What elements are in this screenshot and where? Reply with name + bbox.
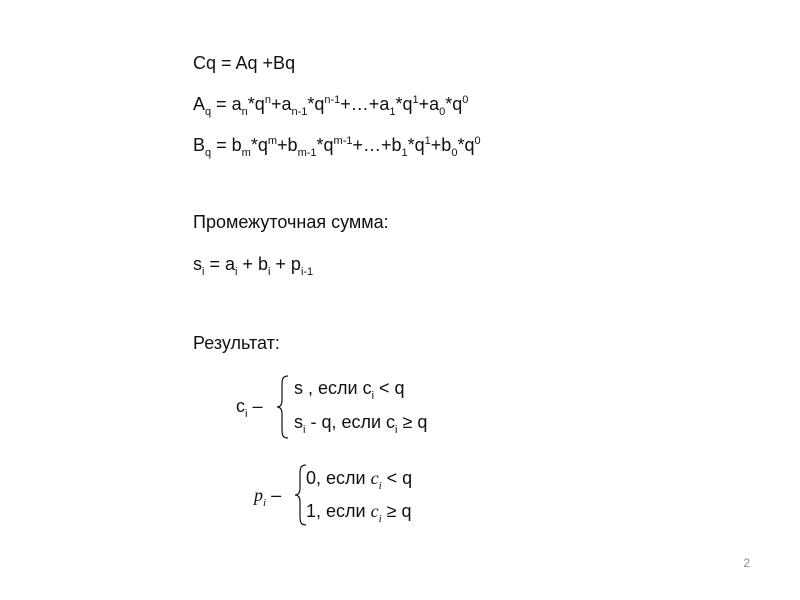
formula-ci-lhs: [236, 396, 262, 420]
formula-pi: [254, 463, 484, 529]
aq-subscript: n-1: [291, 106, 308, 118]
formula-pi-lhs: [254, 485, 281, 509]
equation-bq: [193, 134, 481, 159]
aq-term: +a: [418, 94, 440, 114]
ci-case1-condition: < q: [374, 378, 405, 398]
intermediate-sum-heading: [193, 211, 389, 233]
pi-case1-symbol: c: [370, 468, 379, 488]
pi-equals-sign: –: [266, 485, 282, 505]
ci-case1-text: s , если c: [294, 378, 372, 398]
bq-symbol: B: [193, 135, 206, 155]
si-subscript: i: [267, 266, 271, 278]
si-term: + b: [237, 254, 268, 274]
aq-exponent: 0: [462, 94, 469, 106]
bq-exponent: m: [267, 135, 278, 147]
bq-term: *q: [250, 135, 268, 155]
bq-term: *q: [457, 135, 475, 155]
bq-subscript: q: [205, 147, 212, 159]
intermediate-sum-heading-text: Промежуточная сумма:: [193, 212, 389, 232]
bq-subscript: m-1: [297, 147, 317, 159]
ci-case2-symbol: s: [294, 412, 303, 432]
formula-ci-case2: [294, 412, 428, 436]
pi-symbol: p: [254, 485, 263, 505]
pi-case1-condition: < q: [381, 468, 413, 488]
ci-subscript: i: [245, 408, 248, 420]
bq-term: *q: [316, 135, 334, 155]
aq-exponent: n: [264, 94, 271, 106]
si-subscript: i-1: [300, 266, 314, 278]
si-term: + p: [270, 254, 301, 274]
equation-cq: [193, 52, 295, 74]
si-subscript: i: [202, 266, 205, 278]
formula-pi-case1: [306, 468, 413, 492]
bq-subscript: 0: [451, 147, 458, 159]
aq-term: *q: [307, 94, 325, 114]
ci-equals-sign: –: [247, 396, 263, 416]
left-brace-icon: [276, 374, 290, 440]
pi-case1-subscript: i: [378, 480, 382, 492]
bq-term: +…+b: [352, 135, 402, 155]
result-heading-text: Результат:: [193, 333, 280, 353]
bq-term: +b: [430, 135, 452, 155]
bq-subscript: 1: [401, 147, 408, 159]
aq-term: *q: [395, 94, 413, 114]
equation-si: [193, 253, 314, 278]
aq-symbol: A: [193, 94, 206, 114]
ci-case2-condition: ≥ q: [397, 412, 428, 432]
equation-cq-text: Cq = Aq +Bq: [193, 53, 296, 73]
aq-subscript: 1: [389, 106, 396, 118]
aq-term: +a: [270, 94, 292, 114]
result-heading: [193, 332, 280, 354]
aq-term: *q: [445, 94, 463, 114]
bq-exponent: m-1: [333, 135, 353, 147]
bq-exponent: 0: [474, 135, 481, 147]
pi-case2-subscript: i: [378, 513, 382, 525]
ci-case1-subscript: i: [371, 390, 375, 402]
pi-case2-condition: ≥ q: [381, 501, 412, 521]
aq-term: = a: [211, 94, 242, 114]
ci-symbol: c: [236, 396, 245, 416]
formula-ci-case1: [294, 378, 405, 402]
aq-subscript: 0: [439, 106, 446, 118]
formula-ci: [236, 372, 476, 442]
aq-subscript: n: [241, 106, 248, 118]
aq-term: *q: [247, 94, 265, 114]
si-subscript: i: [234, 266, 238, 278]
bq-term: +b: [277, 135, 298, 155]
aq-exponent: 1: [412, 94, 419, 106]
ci-case2-text: - q, если c: [305, 412, 396, 432]
bq-term: = b: [211, 135, 242, 155]
bq-term: *q: [407, 135, 425, 155]
si-term: s: [193, 254, 202, 274]
bq-subscript: m: [241, 147, 251, 159]
pi-case2-text: 1, если: [306, 501, 371, 521]
pi-subscript: i: [263, 497, 267, 509]
aq-subscript: q: [205, 106, 212, 118]
pi-case2-symbol: c: [370, 501, 379, 521]
pi-case1-text: 0, если: [306, 468, 371, 488]
page-number: 2: [743, 556, 750, 570]
aq-term: +…+a: [340, 94, 390, 114]
ci-case2-subscript: i: [303, 424, 306, 436]
formula-pi-case2: [306, 501, 412, 525]
aq-exponent: n-1: [324, 94, 341, 106]
ci-case2-subscript: i: [395, 424, 398, 436]
si-term: = a: [204, 254, 235, 274]
bq-exponent: 1: [424, 135, 431, 147]
equation-aq: [193, 93, 469, 118]
